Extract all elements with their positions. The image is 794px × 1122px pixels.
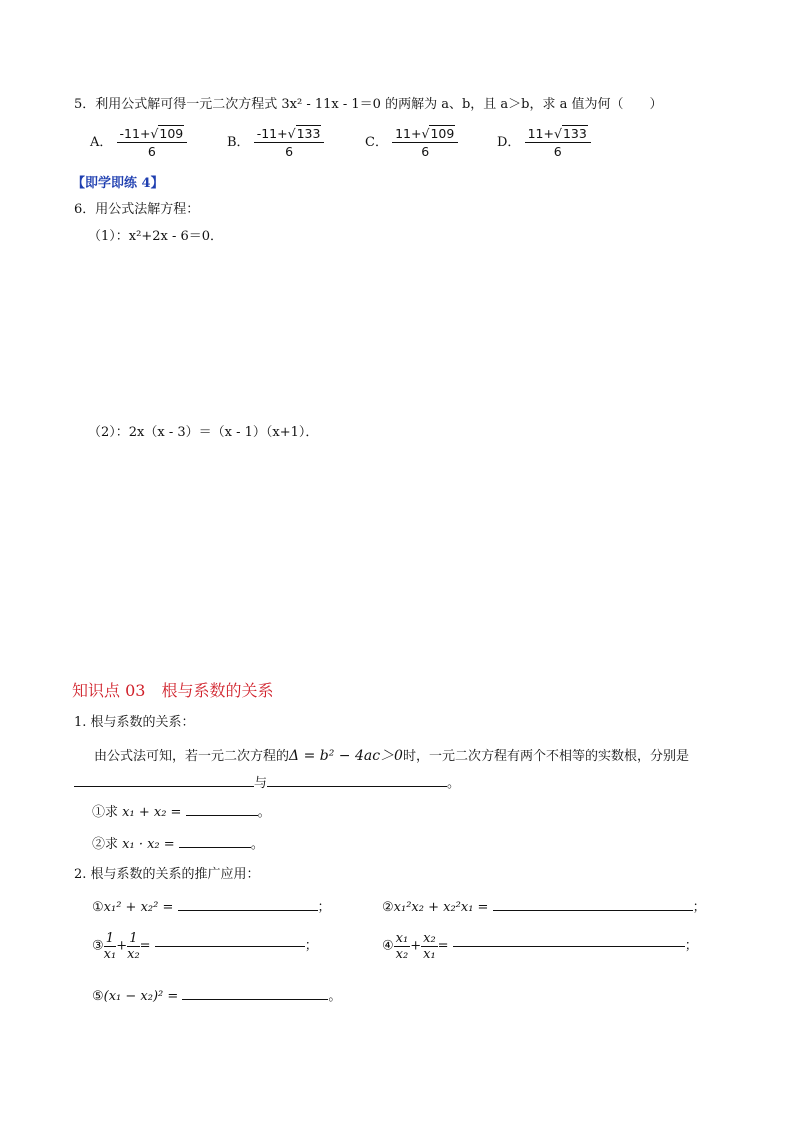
option-a-fraction: $\frac{-11+√109}{6}$ — [117, 126, 188, 159]
expr-4-plus: + — [410, 938, 422, 954]
practice-4-label: 【即学即练 4】 — [72, 176, 164, 191]
item1-text-b: 时，一元二次方程有两个不相等的实数根，分别是 — [402, 749, 689, 764]
expr-5-formula: (x₁ − x₂)² = — [103, 989, 179, 1004]
option-b-label: B． — [227, 135, 250, 150]
expr-3 — [92, 931, 318, 962]
option-a-den: 6 — [147, 144, 156, 159]
end-mark: 。 — [447, 776, 461, 791]
option-a-root: 109 — [159, 126, 184, 141]
expr-3-semicolon: ； — [304, 938, 318, 954]
expr-4-label: ④ — [382, 938, 394, 954]
option-c-pre: 11+ — [395, 126, 422, 141]
expr-5-label: ⑤ — [92, 989, 104, 1004]
option-d-den: 6 — [553, 144, 562, 159]
expr-3-eq: = — [139, 938, 151, 954]
q5-stem: 5．利用公式解可得一元二次方程式 3x² - 11x - 1＝0 的两解为 a、b，且 a＞b，求 a 值为何（ ） — [74, 97, 663, 112]
option-a-label: A． — [90, 135, 113, 150]
q6-part1: （1）：x²+2x - 6＝0． — [88, 229, 224, 244]
expr-4 — [382, 931, 698, 962]
option-b-pre: -11+ — [256, 126, 288, 141]
q5-option-c[interactable] — [365, 126, 458, 159]
delta-expression: Δ = b² − 4ac＞0 — [289, 748, 403, 764]
expr-5 — [92, 988, 341, 1006]
item1-roots-line — [74, 775, 460, 793]
product-period: 。 — [250, 837, 264, 852]
option-d-pre: 11+ — [527, 126, 554, 141]
connector-text: 与 — [254, 776, 268, 791]
product-blank[interactable] — [179, 847, 251, 848]
q5-option-d[interactable] — [497, 126, 591, 159]
expr-1-label: ① — [92, 900, 104, 915]
expr-2-blank[interactable] — [493, 910, 693, 911]
option-c-root: 109 — [430, 126, 455, 141]
expr-4-eq: = — [437, 938, 449, 954]
option-a-pre: -11+ — [119, 126, 151, 141]
expr-1 — [92, 899, 331, 917]
item2-title: 2. 根与系数的关系的推广应用： — [74, 867, 260, 882]
expr-2-formula: x₁²x₂ + x₂²x₁ = — [393, 900, 489, 915]
section-title: 知识点 03 根与系数的关系 — [72, 681, 274, 700]
sum-blank[interactable] — [186, 815, 258, 816]
sum-expression: x₁ + x₂ = — [122, 805, 182, 820]
item1-sum — [92, 804, 271, 822]
expr-2-label: ② — [382, 900, 394, 915]
option-d-label: D． — [497, 135, 521, 150]
q5-option-b[interactable] — [227, 126, 324, 159]
item1-title: 1. 根与系数的关系： — [74, 715, 195, 730]
root1-blank[interactable] — [74, 786, 254, 787]
option-b-root: 133 — [296, 126, 321, 141]
expr-4-blank[interactable] — [453, 946, 685, 947]
item1-product — [92, 836, 264, 854]
sum-period: 。 — [257, 805, 271, 820]
item1-text — [94, 747, 689, 766]
item1-text-a: 由公式法可知，若一元二次方程的 — [94, 749, 290, 764]
q6-part2: （2）：2x（x - 3）＝（x - 1）（x+1）． — [88, 425, 319, 440]
expr-3-frac-b: $\frac{1}{\text{x₂}}$ — [127, 931, 140, 962]
option-c-label: C． — [365, 135, 388, 150]
expr-2-semicolon: ； — [692, 900, 706, 915]
option-b-fraction: $\frac{-11+√133}{6}$ — [254, 126, 325, 159]
option-d-fraction: $\frac{11+√133}{6}$ — [525, 126, 591, 159]
expr-1-semicolon: ； — [317, 900, 331, 915]
option-c-den: 6 — [421, 144, 430, 159]
sum-label: ①求 — [92, 805, 119, 820]
expr-3-frac-a: $\frac{1}{\text{x₁}}$ — [103, 931, 117, 962]
option-c-fraction: $\frac{11+√109}{6}$ — [392, 126, 458, 159]
expr-2 — [382, 899, 706, 917]
option-b-den: 6 — [285, 144, 294, 159]
option-d-root: 133 — [562, 126, 587, 141]
expr-3-blank[interactable] — [155, 946, 305, 947]
product-label: ②求 — [92, 837, 119, 852]
expr-4-frac-a: $\frac{\text{x₁}}{\text{x₂}}$ — [395, 931, 409, 962]
product-expression: x₁ · x₂ = — [122, 837, 175, 852]
q5-option-a[interactable] — [90, 126, 187, 159]
expr-1-blank[interactable] — [178, 910, 318, 911]
expr-3-label: ③ — [92, 938, 104, 954]
expr-4-frac-b: $\frac{\text{x₂}}{\text{x₁}}$ — [423, 931, 436, 962]
expr-3-plus: + — [116, 938, 128, 954]
expr-1-formula: x₁² + x₂² = — [103, 900, 174, 915]
expr-4-semicolon: ； — [684, 938, 698, 954]
root2-blank[interactable] — [267, 786, 447, 787]
q6-stem: 6．用公式法解方程： — [74, 202, 200, 217]
expr-5-blank[interactable] — [182, 999, 328, 1000]
expr-5-period: 。 — [328, 989, 342, 1004]
